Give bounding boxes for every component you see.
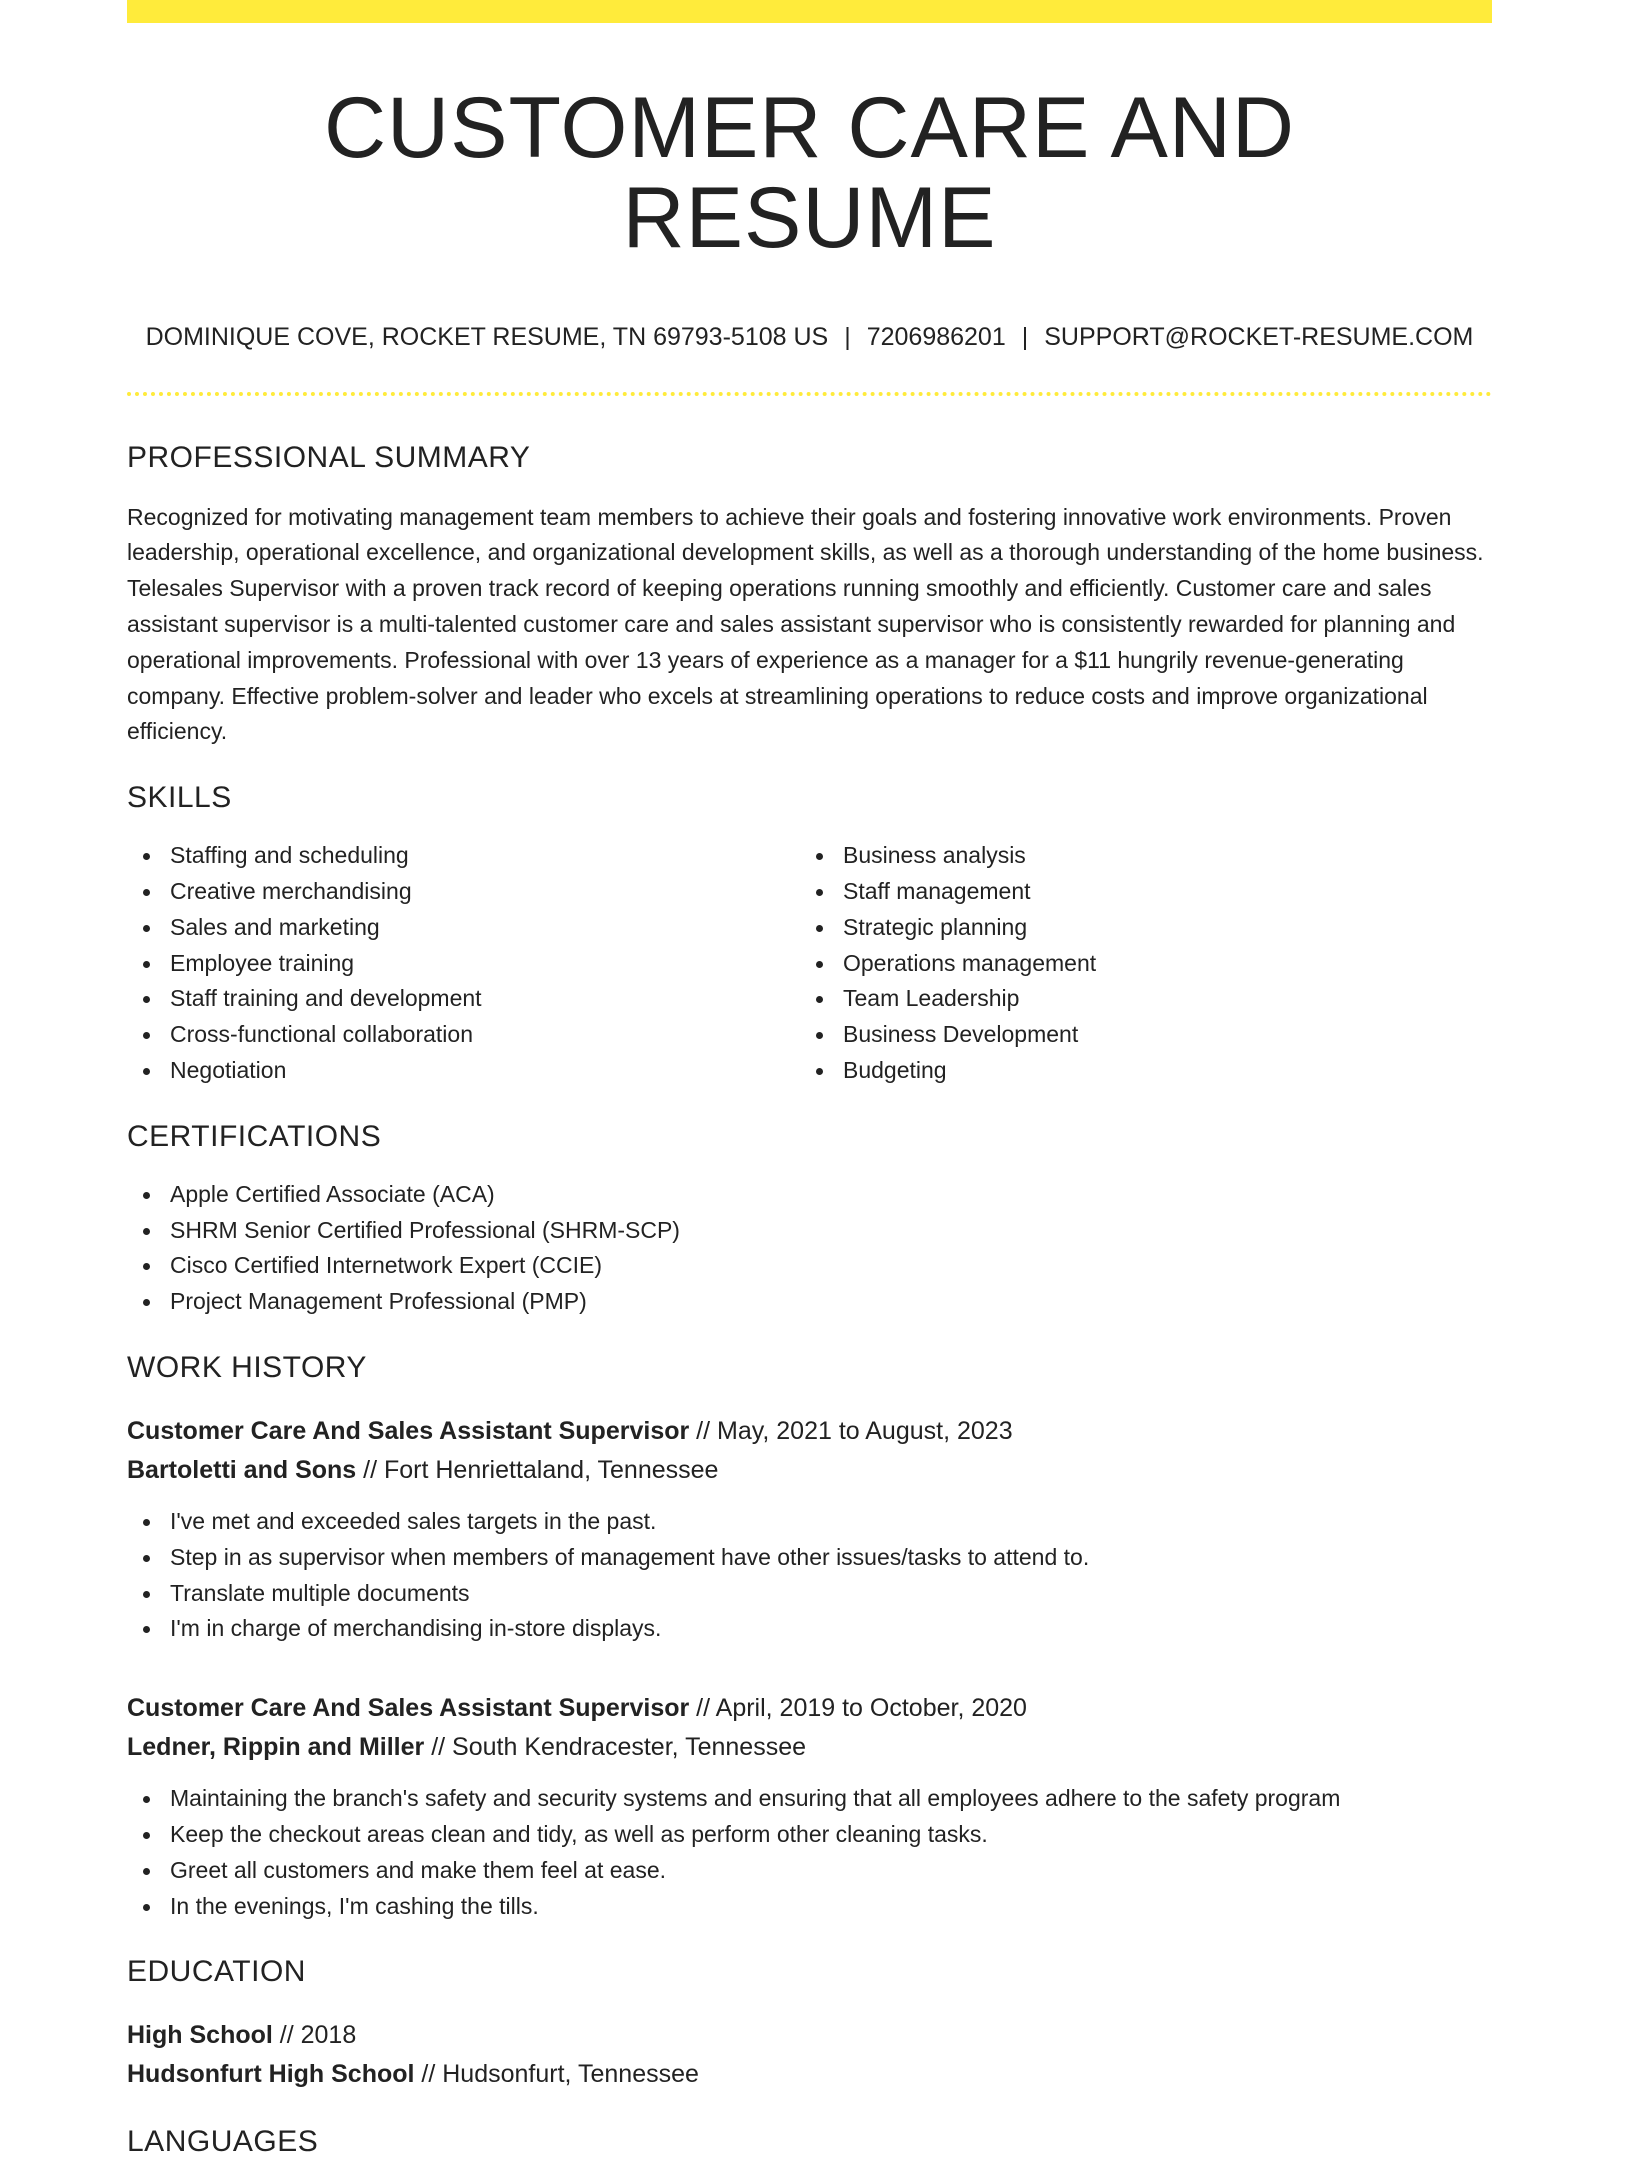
resume-name: CUSTOMER CARE AND RESUME (323, 80, 1296, 267)
education-degree-line (127, 2016, 1492, 2055)
skill-item: Cross-functional collaboration (127, 1017, 800, 1053)
job-bullet: I've met and exceeded sales targets in the past. (127, 1504, 1492, 1540)
job-role: Customer Care And Sales Assistant Supervisor (127, 1416, 690, 1445)
education-heading: EDUCATION (127, 1955, 306, 1989)
job-location: // Fort Henriettaland, Tennessee (356, 1455, 719, 1484)
job-dates: // April, 2019 to October, 2020 (689, 1694, 1027, 1723)
skills-heading: SKILLS (127, 781, 232, 815)
job-dates: // May, 2021 to August, 2023 (689, 1416, 1013, 1445)
skill-item: Staffing and scheduling (127, 838, 800, 874)
job-bullets (127, 1504, 1492, 1647)
skill-item: Strategic planning (800, 910, 1473, 946)
skills-left-list (127, 838, 800, 1089)
job-bullet: Keep the checkout areas clean and tidy, as well as perform other cleaning tasks. (127, 1817, 1492, 1853)
job-bullet: I'm in charge of merchandising in-store displays. (127, 1611, 1492, 1647)
certification-item: Project Management Professional (PMP) (127, 1284, 1492, 1320)
job-company: Bartoletti and Sons (127, 1455, 357, 1484)
job-bullet: Step in as supervisor when members of management have other issues/tasks to attend to. (127, 1540, 1492, 1576)
skills-grid (127, 838, 1492, 1089)
summary-text: Recognized for motivating management team members to achieve their goals and fostering innovative work environments. Proven leadership, operational excellence, and organizational development skills, as well as a thorough understanding of the home business. Telesales Supervisor with a proven track record of keeping operations running smoothly and efficiently. Customer care and sales assistant supervisor is a multi-talented customer care and sales assistant supervisor who is consistently rewarded for planning and operational improvements. Professional with over 13 years of experience as a manager for a $11 hungrily revenue-generating company. Effective problem-solver and leader who excels at streamlining operations to reduce costs and improve organizational efficiency. (127, 503, 1484, 745)
skill-item: Staff training and development (127, 981, 800, 1017)
contact-phone: 7206986201 (866, 322, 1006, 351)
education-degree: High School (127, 2021, 273, 2050)
contact-line (127, 322, 1492, 352)
skill-item: Employee training (127, 946, 800, 982)
skill-item: Operations management (800, 946, 1473, 982)
contact-address: DOMINIQUE COVE, ROCKET RESUME, TN 69793-5108 US (145, 322, 829, 351)
job-entry (127, 1689, 1492, 1924)
job-role: Customer Care And Sales Assistant Supervisor (127, 1694, 690, 1723)
job-company-line (127, 1728, 1492, 1767)
job-bullet: In the evenings, I'm cashing the tills. (127, 1889, 1492, 1925)
job-location: // South Kendracester, Tennessee (424, 1733, 807, 1762)
job-company: Ledner, Rippin and Miller (127, 1733, 425, 1762)
certifications-list (127, 1177, 1492, 1320)
skill-item: Budgeting (800, 1053, 1473, 1089)
job-role-line (127, 1689, 1492, 1728)
education-year: // 2018 (272, 2021, 357, 2050)
job-role-line (127, 1412, 1492, 1451)
job-company-line (127, 1451, 1492, 1490)
contact-email: SUPPORT@ROCKET-RESUME.COM (1044, 322, 1474, 351)
contact-separator: | (1021, 322, 1029, 351)
summary-heading: PROFESSIONAL SUMMARY (127, 440, 531, 474)
skill-item: Business analysis (800, 838, 1473, 874)
skill-item: Team Leadership (800, 981, 1473, 1017)
languages-heading: LANGUAGES (127, 2125, 319, 2159)
job-bullet: Maintaining the branch's safety and security systems and ensuring that all employees adhere to the safety program (127, 1781, 1492, 1817)
job-bullet: Greet all customers and make them feel at ease. (127, 1853, 1492, 1889)
work-history-heading: WORK HISTORY (127, 1350, 367, 1384)
job-bullet: Translate multiple documents (127, 1576, 1492, 1612)
certification-item: Cisco Certified Internetwork Expert (CCIE) (127, 1248, 1492, 1284)
certification-item: SHRM Senior Certified Professional (SHRM-SCP) (127, 1213, 1492, 1249)
resume-page (127, 0, 1492, 2160)
skill-item: Sales and marketing (127, 910, 800, 946)
education-school-line (127, 2055, 1492, 2094)
contact-separator: | (844, 322, 851, 351)
certification-item: Apple Certified Associate (ACA) (127, 1177, 1492, 1213)
skills-right-list (800, 838, 1473, 1089)
certifications-heading: CERTIFICATIONS (127, 1119, 382, 1153)
job-bullets (127, 1781, 1492, 1924)
education-location: // Hudsonfurt, Tennessee (414, 2060, 699, 2089)
education-school: Hudsonfurt High School (127, 2060, 415, 2089)
skill-item: Business Development (800, 1017, 1473, 1053)
job-entry (127, 1412, 1492, 1647)
education-entry (127, 2016, 1492, 2094)
accent-top-bar (127, 0, 1492, 23)
skill-item: Creative merchandising (127, 874, 800, 910)
skill-item: Staff management (800, 874, 1473, 910)
dotted-divider (127, 392, 1492, 396)
skill-item: Negotiation (127, 1053, 800, 1089)
